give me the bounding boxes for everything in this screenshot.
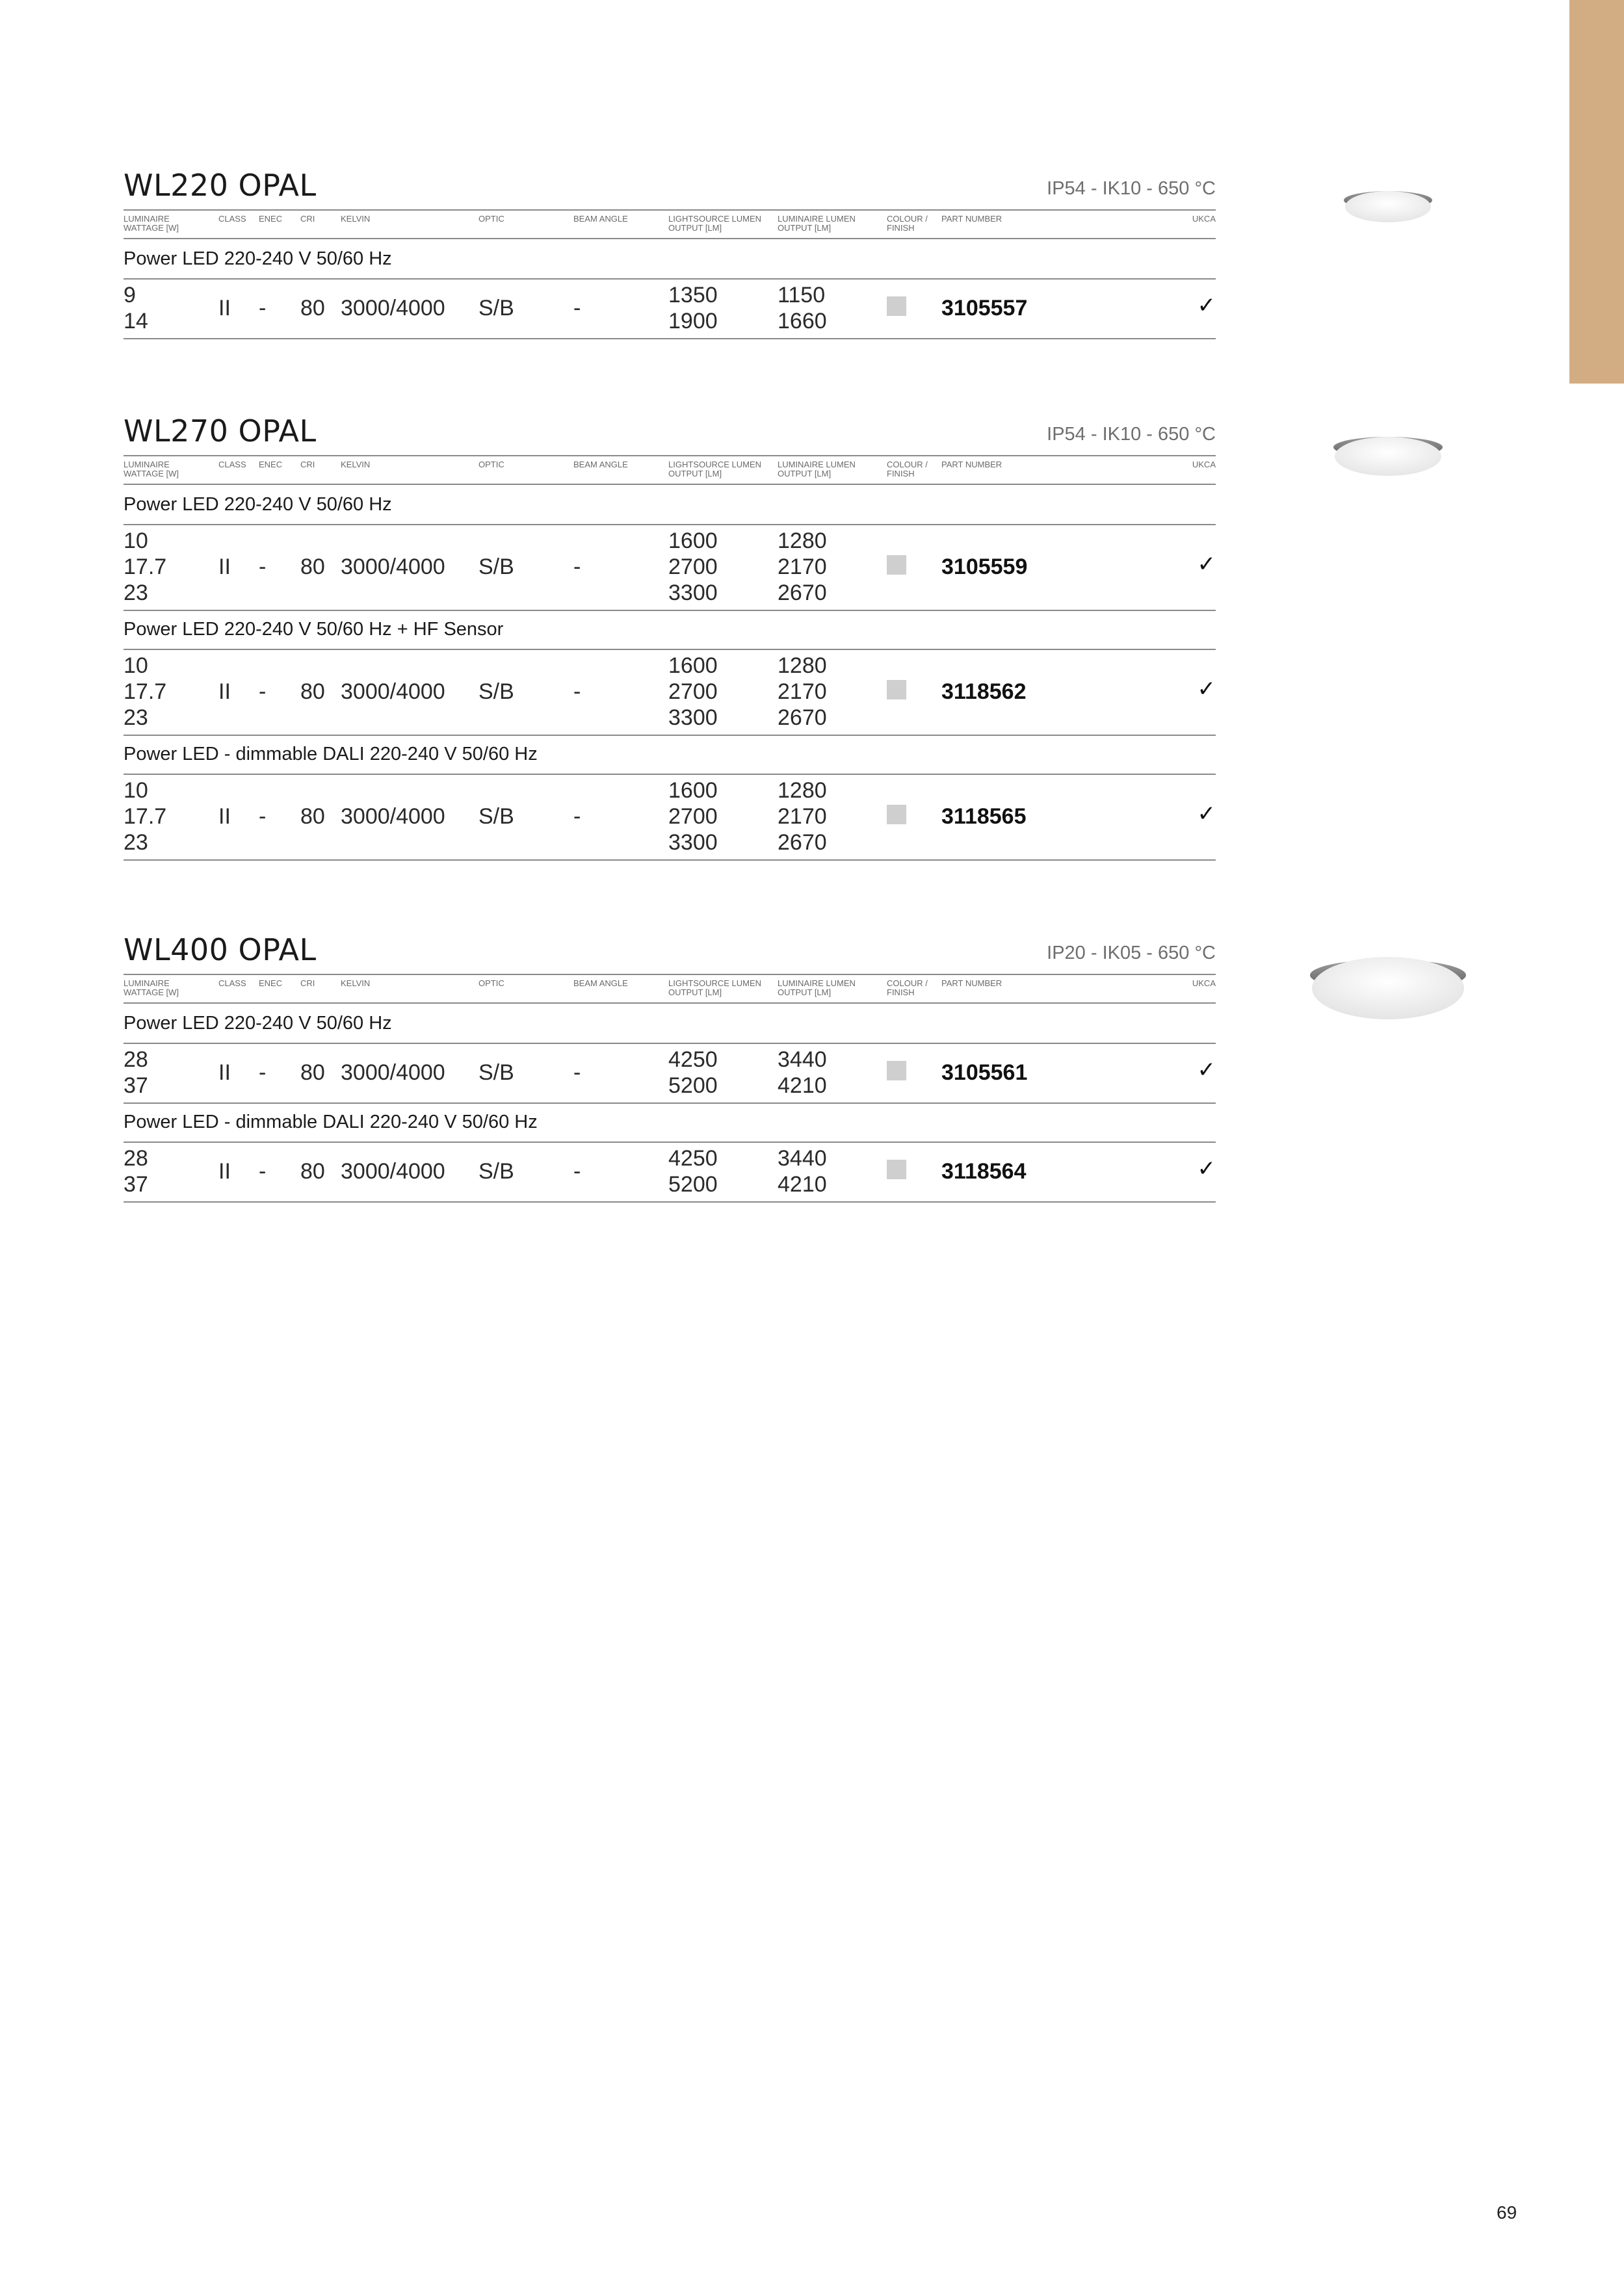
header-cri: CRI xyxy=(300,460,315,469)
cell-cri: 80 xyxy=(300,804,325,829)
cell-wattage xyxy=(124,528,166,606)
group-label: Power LED - dimmable DALI 220-240 V 50/60 Hz xyxy=(124,744,538,764)
cell-optic: S/B xyxy=(478,1159,514,1184)
cell-class: II xyxy=(218,1159,231,1184)
header-lum-lumen: LUMINAIRE LUMEN OUTPUT [LM] xyxy=(778,978,856,997)
header-class: CLASS xyxy=(218,460,246,469)
table-header xyxy=(124,455,1216,485)
header-colour: COLOUR / FINISH xyxy=(887,978,928,997)
cell-ls-lumen xyxy=(668,653,718,731)
colour-swatch xyxy=(887,1061,906,1080)
cell-class: II xyxy=(218,1060,231,1085)
table-row xyxy=(124,282,1216,334)
cell-ls-lumen xyxy=(668,1145,718,1197)
wattage-value: 37 xyxy=(124,1073,148,1098)
cell-part-number: 3105561 xyxy=(941,1060,1028,1085)
ukca-check-icon: ✓ xyxy=(1197,1058,1216,1082)
ls-lumen-value: 4250 xyxy=(668,1047,718,1072)
wattage-value: 10 xyxy=(124,653,148,678)
group-label: Power LED - dimmable DALI 220-240 V 50/60 Hz xyxy=(124,1112,538,1132)
group-divider xyxy=(124,649,1216,650)
cell-lum-lumen xyxy=(778,282,827,334)
group-divider xyxy=(124,859,1216,861)
wattage-value: 10 xyxy=(124,778,148,803)
cell-part-number: 3105557 xyxy=(941,296,1028,320)
cell-beam: - xyxy=(573,554,581,579)
cell-wattage xyxy=(124,1145,148,1197)
colour-swatch xyxy=(887,805,906,824)
lum-lumen-value: 2170 xyxy=(778,804,827,829)
wattage-value: 17.7 xyxy=(124,679,167,704)
ip-rating: IP54 - IK10 - 650 °C xyxy=(1047,424,1216,445)
table-row xyxy=(124,528,1216,606)
lum-lumen-value: 3440 xyxy=(778,1146,827,1171)
wl270-lamp-image xyxy=(1329,428,1447,482)
table-row xyxy=(124,1145,1216,1197)
header-beam: BEAM ANGLE xyxy=(573,978,628,988)
header-enec: ENEC xyxy=(259,978,283,988)
header-lum-lumen: LUMINAIRE LUMEN OUTPUT [LM] xyxy=(778,460,856,478)
header-ukca: UKCA xyxy=(1192,460,1216,469)
cell-kelvin: 3000/4000 xyxy=(341,554,445,579)
group-divider xyxy=(124,278,1216,280)
table-row xyxy=(124,777,1216,855)
lum-lumen-value: 1660 xyxy=(778,309,827,333)
colour-swatch xyxy=(887,1160,906,1179)
cell-lum-lumen xyxy=(778,653,827,731)
header-cri: CRI xyxy=(300,978,315,988)
header-optic: OPTIC xyxy=(478,214,504,224)
ls-lumen-value: 2700 xyxy=(668,804,718,829)
ip-rating: IP54 - IK10 - 650 °C xyxy=(1047,178,1216,199)
cell-wattage xyxy=(124,653,166,731)
product-title: WL220 OPAL xyxy=(124,168,317,203)
header-ukca: UKCA xyxy=(1192,978,1216,988)
ukca-check-icon: ✓ xyxy=(1197,677,1216,701)
group-divider xyxy=(124,338,1216,339)
product-title: WL270 OPAL xyxy=(124,413,317,449)
ls-lumen-value: 5200 xyxy=(668,1172,718,1197)
header-kelvin: KELVIN xyxy=(341,978,371,988)
product-title: WL400 OPAL xyxy=(124,932,317,967)
wattage-value: 23 xyxy=(124,705,148,730)
wattage-value: 9 xyxy=(124,283,136,307)
ls-lumen-value: 2700 xyxy=(668,679,718,704)
group-divider xyxy=(124,1141,1216,1143)
ls-lumen-value: 4250 xyxy=(668,1146,718,1171)
header-lum-lumen: LUMINAIRE LUMEN OUTPUT [LM] xyxy=(778,214,856,233)
cell-kelvin: 3000/4000 xyxy=(341,1060,445,1085)
group-divider xyxy=(124,1201,1216,1203)
group-divider xyxy=(124,524,1216,525)
ls-lumen-value: 5200 xyxy=(668,1073,718,1098)
header-ls-lumen: LIGHTSOURCE LUMEN OUTPUT [LM] xyxy=(668,978,762,997)
header-wattage: LUMINAIRE WATTAGE [W] xyxy=(124,460,179,478)
cell-beam: - xyxy=(573,804,581,829)
cell-ls-lumen xyxy=(668,777,718,855)
lum-lumen-value: 2670 xyxy=(778,581,827,605)
cell-enec: - xyxy=(259,296,267,320)
lum-lumen-value: 3440 xyxy=(778,1047,827,1072)
cell-wattage xyxy=(124,777,166,855)
cell-cri: 80 xyxy=(300,554,325,579)
header-optic: OPTIC xyxy=(478,460,504,469)
group-divider xyxy=(124,774,1216,775)
cell-optic: S/B xyxy=(478,804,514,829)
colour-swatch xyxy=(887,680,906,699)
lum-lumen-value: 1150 xyxy=(778,283,826,307)
group-label: Power LED 220-240 V 50/60 Hz xyxy=(124,494,392,515)
header-part: PART NUMBER xyxy=(941,460,1002,469)
cell-cri: 80 xyxy=(300,1159,325,1184)
wattage-value: 14 xyxy=(124,309,148,333)
cell-optic: S/B xyxy=(478,296,514,320)
cell-optic: S/B xyxy=(478,679,514,704)
header-class: CLASS xyxy=(218,214,246,224)
header-colour: COLOUR / FINISH xyxy=(887,214,928,233)
cell-class: II xyxy=(218,554,231,579)
cell-cri: 80 xyxy=(300,679,325,704)
header-enec: ENEC xyxy=(259,214,283,224)
group-divider xyxy=(124,610,1216,611)
ls-lumen-value: 3300 xyxy=(668,830,718,855)
cell-optic: S/B xyxy=(478,1060,514,1085)
header-beam: BEAM ANGLE xyxy=(573,214,628,224)
lum-lumen-value: 2170 xyxy=(778,554,827,579)
cell-part-number: 3118562 xyxy=(941,679,1027,704)
cell-enec: - xyxy=(259,554,267,579)
ukca-check-icon: ✓ xyxy=(1197,552,1216,577)
cell-cri: 80 xyxy=(300,296,325,320)
colour-swatch xyxy=(887,555,906,575)
table-header xyxy=(124,209,1216,239)
lum-lumen-value: 4210 xyxy=(778,1073,827,1098)
ls-lumen-value: 1900 xyxy=(668,309,718,333)
cell-part-number: 3118564 xyxy=(941,1159,1027,1184)
table-header xyxy=(124,974,1216,1004)
lum-lumen-value: 1280 xyxy=(778,528,827,553)
lum-lumen-value: 2670 xyxy=(778,830,827,855)
cell-kelvin: 3000/4000 xyxy=(341,804,445,829)
lum-lumen-value: 1280 xyxy=(778,653,827,678)
header-part: PART NUMBER xyxy=(941,978,1002,988)
cell-class: II xyxy=(218,296,231,320)
cell-wattage xyxy=(124,282,148,334)
cell-lum-lumen xyxy=(778,1047,827,1099)
group-divider xyxy=(124,1043,1216,1044)
ukca-check-icon: ✓ xyxy=(1197,802,1216,826)
wattage-value: 28 xyxy=(124,1146,148,1171)
wattage-value: 23 xyxy=(124,581,148,605)
cell-lum-lumen xyxy=(778,777,827,855)
lum-lumen-value: 2170 xyxy=(778,679,827,704)
ip-rating: IP20 - IK05 - 650 °C xyxy=(1047,943,1216,963)
header-kelvin: KELVIN xyxy=(341,214,371,224)
cell-kelvin: 3000/4000 xyxy=(341,679,445,704)
section-tab xyxy=(1569,0,1624,384)
cell-part-number: 3105559 xyxy=(941,554,1028,579)
ukca-check-icon: ✓ xyxy=(1197,1156,1216,1181)
cell-lum-lumen xyxy=(778,528,827,606)
header-class: CLASS xyxy=(218,978,246,988)
page-number: 69 xyxy=(1497,2202,1517,2223)
cell-optic: S/B xyxy=(478,554,514,579)
ls-lumen-value: 1600 xyxy=(668,528,718,553)
header-kelvin: KELVIN xyxy=(341,460,371,469)
cell-wattage xyxy=(124,1047,148,1099)
header-wattage: LUMINAIRE WATTAGE [W] xyxy=(124,214,179,233)
wattage-value: 28 xyxy=(124,1047,148,1072)
group-label: Power LED 220-240 V 50/60 Hz + HF Sensor xyxy=(124,619,504,640)
ls-lumen-value: 1600 xyxy=(668,778,718,803)
cell-beam: - xyxy=(573,1159,581,1184)
header-enec: ENEC xyxy=(259,460,283,469)
ls-lumen-value: 3300 xyxy=(668,705,718,730)
lum-lumen-value: 4210 xyxy=(778,1172,827,1197)
cell-lum-lumen xyxy=(778,1145,827,1197)
group-divider xyxy=(124,735,1216,736)
colour-swatch xyxy=(887,296,906,316)
group-label: Power LED 220-240 V 50/60 Hz xyxy=(124,1013,392,1034)
table-row xyxy=(124,1047,1216,1099)
header-wattage: LUMINAIRE WATTAGE [W] xyxy=(124,978,179,997)
cell-class: II xyxy=(218,679,231,704)
header-colour: COLOUR / FINISH xyxy=(887,460,928,478)
header-ls-lumen: LIGHTSOURCE LUMEN OUTPUT [LM] xyxy=(668,460,762,478)
cell-cri: 80 xyxy=(300,1060,325,1085)
ls-lumen-value: 1600 xyxy=(668,653,718,678)
cell-ls-lumen xyxy=(668,528,718,606)
wattage-value: 17.7 xyxy=(124,804,167,829)
wl400-lamp-image xyxy=(1307,948,1469,1026)
lum-lumen-value: 1280 xyxy=(778,778,827,803)
cell-enec: - xyxy=(259,804,267,829)
wattage-value: 37 xyxy=(124,1172,148,1197)
group-label: Power LED 220-240 V 50/60 Hz xyxy=(124,248,392,269)
cell-enec: - xyxy=(259,1060,267,1085)
table-row xyxy=(124,653,1216,731)
cell-ls-lumen xyxy=(668,1047,718,1099)
group-divider xyxy=(124,1102,1216,1104)
cell-enec: - xyxy=(259,679,267,704)
cell-beam: - xyxy=(573,1060,581,1085)
header-optic: OPTIC xyxy=(478,978,504,988)
ukca-check-icon: ✓ xyxy=(1197,293,1216,318)
wattage-value: 10 xyxy=(124,528,148,553)
header-cri: CRI xyxy=(300,214,315,224)
header-part: PART NUMBER xyxy=(941,214,1002,224)
ls-lumen-value: 1350 xyxy=(668,283,718,307)
cell-kelvin: 3000/4000 xyxy=(341,1159,445,1184)
cell-enec: - xyxy=(259,1159,267,1184)
cell-part-number: 3118565 xyxy=(941,804,1027,829)
ls-lumen-value: 3300 xyxy=(668,581,718,605)
header-ukca: UKCA xyxy=(1192,214,1216,224)
cell-kelvin: 3000/4000 xyxy=(341,296,445,320)
wattage-value: 23 xyxy=(124,830,148,855)
cell-ls-lumen xyxy=(668,282,718,334)
lum-lumen-value: 2670 xyxy=(778,705,827,730)
cell-beam: - xyxy=(573,679,581,704)
wattage-value: 17.7 xyxy=(124,554,167,579)
cell-class: II xyxy=(218,804,231,829)
header-beam: BEAM ANGLE xyxy=(573,460,628,469)
wl220-lamp-image xyxy=(1339,182,1437,228)
ls-lumen-value: 2700 xyxy=(668,554,718,579)
cell-beam: - xyxy=(573,296,581,320)
header-ls-lumen: LIGHTSOURCE LUMEN OUTPUT [LM] xyxy=(668,214,762,233)
